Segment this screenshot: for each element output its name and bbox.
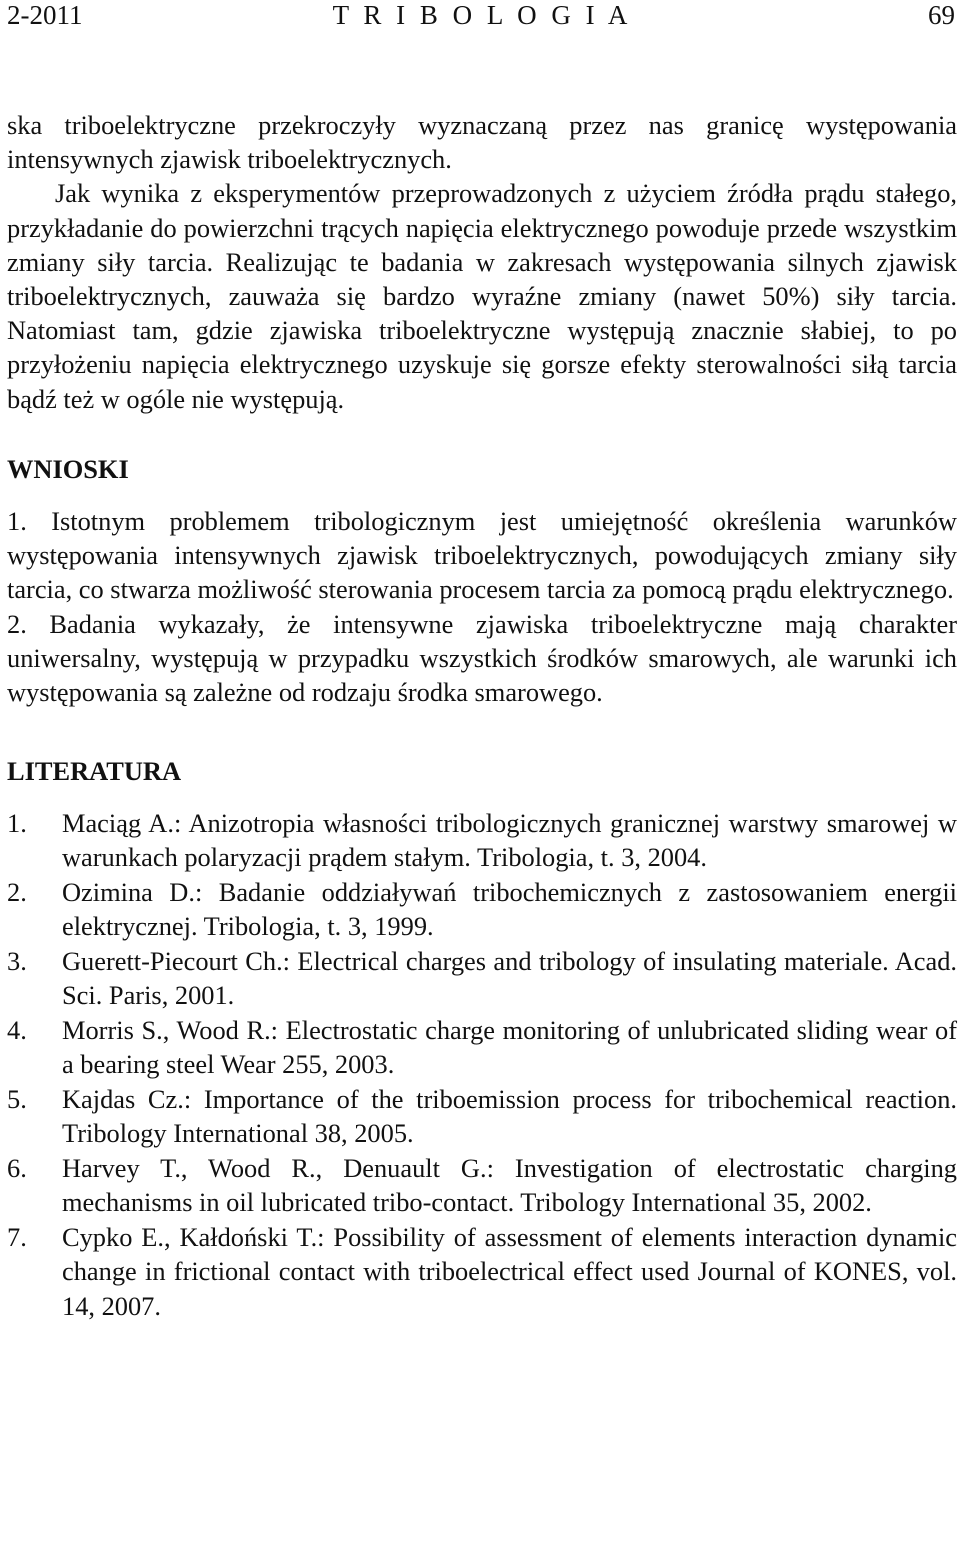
references-list (7, 806, 957, 1324)
reference-item (7, 1013, 957, 1082)
page-number: 69 (928, 0, 955, 30)
reference-item (7, 1220, 957, 1324)
reference-number: 2. (7, 876, 27, 907)
reference-number: 4. (7, 1014, 27, 1045)
conclusion-item: 2. Badania wykazały, że intensywne zjawiska triboelektryczne mają charakter uniwersalny, występują w przypadku wszystkich środków smarowych, ale warunki ich występowania są zależne od rodzaju środka smarowego. (7, 608, 957, 708)
reference-number: 6. (7, 1152, 27, 1183)
document-page (7, 0, 957, 1323)
references-heading: LITERATURA (7, 755, 182, 786)
reference-text: Cypko E., Kałdoński T.: Possibility of assessment of elements interaction dynamic change in frictional contact with triboelectrical effect used Journal of KONES, vol. 14, 2007. (62, 1221, 957, 1321)
reference-number: 5. (7, 1083, 27, 1114)
reference-item (7, 1082, 957, 1151)
reference-number: 7. (7, 1221, 27, 1252)
conclusion-item: 1. Istotnym problemem tribologicznym jest umiejętność określenia warunków występowania intensywnych zjawisk triboelektrycznych, powodujących zmiany siły tarcia, co stwarza możliwość sterowania procesem tarcia za pomocą prądu elektrycznego. (7, 505, 957, 605)
issue-number: 2-2011 (7, 0, 83, 30)
reference-text: Ozimina D.: Badanie oddziaływań tribochemicznych z zastosowaniem energii elektrycznej. Tribologia, t. 3, 1999. (62, 876, 957, 942)
conclusions-list (7, 504, 957, 710)
conclusions-heading: WNIOSKI (7, 453, 129, 484)
body-paragraph: ska triboelektryczne przekroczyły wyznaczaną przez nas granicę występowania intensywnych zjawisk triboelektrycznych. (7, 110, 957, 175)
body-text (7, 108, 957, 416)
reference-text: Kajdas Cz.: Importance of the triboemission process for tribochemical reaction. Tribology International 38, 2005. (62, 1083, 957, 1149)
reference-text: Harvey T., Wood R., Denuault G.: Investigation of electrostatic charging mechanisms in oil lubricated tribo-contact. Tribology International 35, 2002. (62, 1152, 957, 1218)
reference-text: Morris S., Wood R.: Electrostatic charge monitoring of unlubricated sliding wear of a bearing steel Wear 255, 2003. (62, 1014, 957, 1080)
reference-item (7, 1151, 957, 1220)
reference-text: Guerett-Piecourt Ch.: Electrical charges and tribology of insulating materiale. Acad. Sci. Paris, 2001. (62, 945, 957, 1011)
reference-number: 1. (7, 807, 27, 838)
reference-item (7, 944, 957, 1013)
running-header (7, 0, 957, 30)
reference-text: Maciąg A.: Anizotropia własności tribologicznych granicznej warstwy smarowej w warunkach polaryzacji prądem stałym. Tribologia, t. 3, 2004. (62, 807, 957, 873)
journal-title: T R I B O L O G I A (332, 0, 632, 30)
reference-item (7, 875, 957, 944)
body-paragraph: Jak wynika z eksperymentów przeprowadzonych z użyciem źródła prądu stałego, przykładanie do powierzchni trących napięcia elektrycznego powoduje przede wszystkim zmiany siły tarcia. Realizując te badania w zakresach występowania silnych zjawisk triboelektrycznych, zauważa się bardzo wyraźne zmiany (nawet 50%) siły tarcia. Natomiast tam, gdzie zjawiska triboelektryczne występują znacznie słabiej, to po przyłożeniu napięcia elektrycznego uzyskuje się gorsze efekty sterowalności siłą tarcia bądź też w ogóle nie występują. (7, 178, 957, 414)
reference-number: 3. (7, 945, 27, 976)
reference-item (7, 806, 957, 875)
